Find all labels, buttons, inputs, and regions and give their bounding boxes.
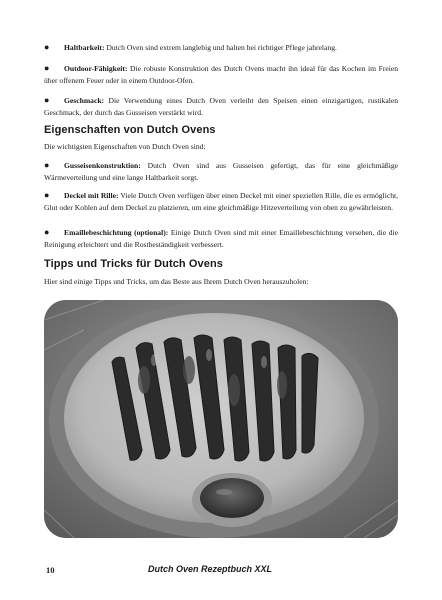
- bullet-emaille: [44, 227, 398, 250]
- bullet-title: Deckel mit Rille:: [64, 191, 119, 200]
- bullet-title: Haltbarkeit:: [64, 43, 105, 52]
- bullet-icon: ●: [44, 227, 50, 237]
- ribs-photo: [44, 300, 398, 538]
- bullet-geschmack: [44, 95, 398, 118]
- bullet-text: Die Verwendung eines Dutch Oven verleiht den Speisen einen einzigartigen, rustikalen Geschmack, der durch das Gusseisen verstärkt wird.: [44, 96, 398, 117]
- bullet-icon: ●: [44, 42, 50, 52]
- ribs-photo-illustration: [44, 300, 398, 538]
- section-intro: Hier sind einige Tipps und Tricks, um das Beste aus Ihrem Dutch Oven herauszuholen:: [44, 277, 309, 286]
- section-heading-tipps: Tipps und Tricks für Dutch Ovens: [44, 258, 224, 270]
- bullet-title: Emaillebeschichtung (optional):: [64, 228, 169, 237]
- bullet-deckel: [44, 190, 398, 213]
- bullet-title: Outdoor-Fähigkeit:: [64, 64, 128, 73]
- section-heading-eigenschaften: Eigenschaften von Dutch Ovens: [44, 124, 216, 136]
- bullet-icon: ●: [44, 160, 50, 170]
- bullet-gusseisen: [44, 160, 398, 183]
- bullet-text: Die robuste Konstruktion des Dutch Ovens macht ihn ideal für das Kochen im Freien über offenem Feuer oder in einem Outdoor-Ofen.: [44, 64, 398, 85]
- bullet-text: Dutch Oven sind extrem langlebig und halten bei richtiger Pflege jahrelang.: [106, 43, 337, 52]
- section-intro: Die wichtigsten Eigenschaften von Dutch Oven sind:: [44, 142, 206, 151]
- bullet-title: Geschmack:: [64, 96, 105, 105]
- bullet-text: Dutch Oven sind aus Gusseisen gefertigt, das für eine gleichmäßige Wärmeverteilung und eine lange Haltbarkeit sorgt.: [44, 161, 398, 182]
- bullet-haltbarkeit: [44, 42, 398, 54]
- bullet-outdoor: [44, 63, 398, 86]
- bullet-icon: ●: [44, 63, 50, 73]
- bullet-icon: ●: [44, 95, 50, 105]
- bullet-text: Einige Dutch Oven sind mit einer Emaillebeschichtung versehen, die die Reinigung erleichtert und die Rostbeständigkeit verbessert.: [44, 228, 399, 249]
- bullet-title: Gusseisenkonstruktion:: [64, 161, 141, 170]
- book-title: Dutch Oven Rezeptbuch XXL: [148, 564, 273, 574]
- page-number: 10: [46, 565, 55, 575]
- bullet-text: Viele Dutch Oven verfügen über einen Deckel mit einer speziellen Rille, die es ermöglicht, Glut oder Kohlen auf dem Deckel zu platzieren, um eine gleichmäßige Hitzeverteilung von oben zu gewährleisten.: [44, 191, 398, 212]
- bullet-icon: ●: [44, 190, 50, 200]
